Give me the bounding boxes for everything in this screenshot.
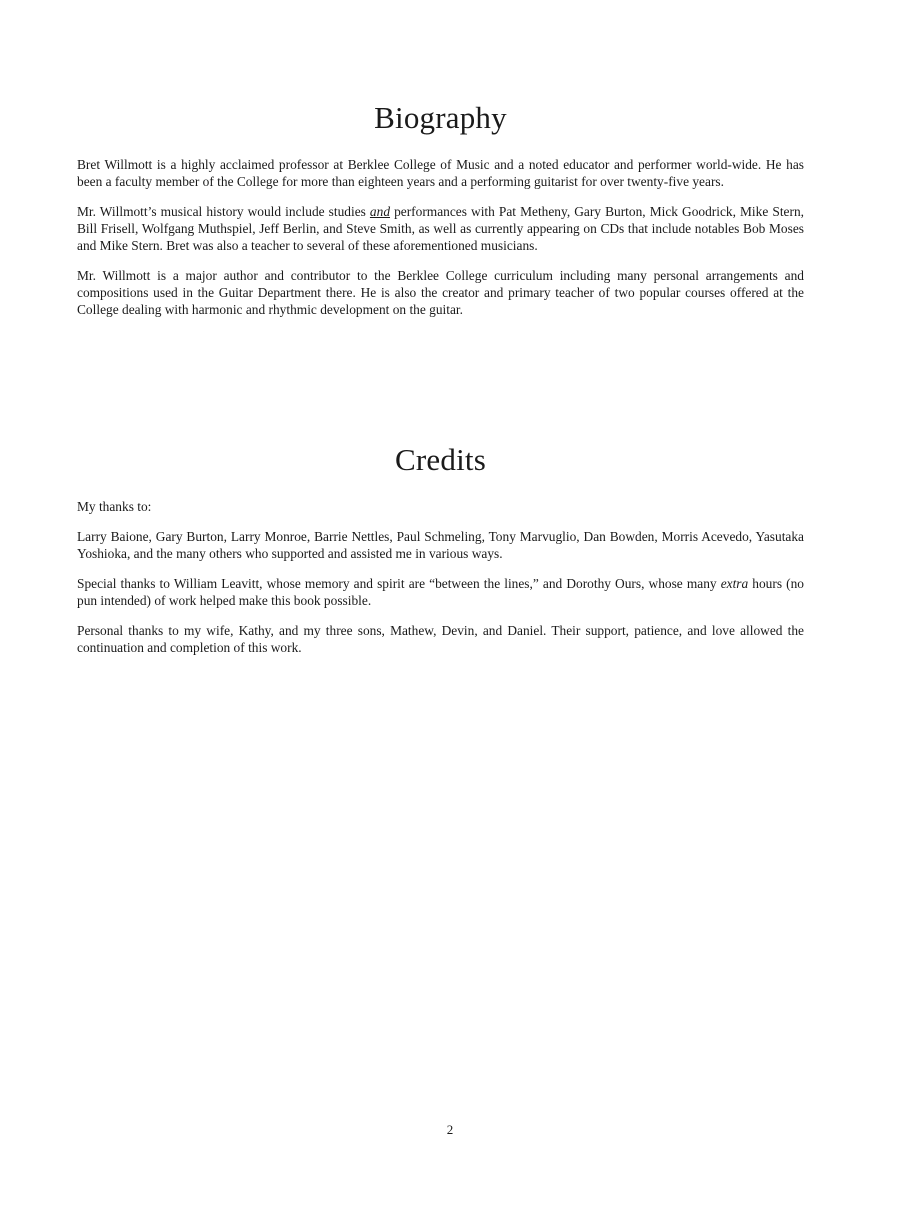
biography-section [77,98,804,331]
biography-paragraph-1: Bret Willmott is a highly acclaimed professor at Berklee College of Music and a noted educator and performer world-wide. He has been a faculty member of the College for more than eighteen years and a performing guitarist for over twenty-five years. [77,157,804,189]
page-number: 2 [446,1122,454,1137]
credits-section [77,440,804,669]
credits-paragraph-1: My thanks to: [77,499,152,514]
credits-paragraph-3-emphasis: extra [720,576,749,591]
credits-heading: Credits [395,442,486,477]
biography-paragraph-2-end: performances with Pat Metheny, Gary Burton, Mick Goodrick, Mike Stern, Bill Frisell, Wolfgang Muthspiel, Jeff Berlin, and Steve Smith, as well as currently appearing on CDs that include notables Bob Moses and Mike Stern. Bret was also a teacher to several of these aforementioned musicians. [77,204,804,253]
credits-paragraph-4: Personal thanks to my wife, Kathy, and my three sons, Mathew, Devin, and Daniel. Their support, patience, and love allowed the continuation and completion of this work. [77,623,804,655]
credits-paragraph-3-end: hours (no pun intended) of work helped make this book possible. [77,576,804,608]
credits-paragraph-3 [77,575,804,609]
biography-heading: Biography [374,100,507,135]
biography-paragraph-3: Mr. Willmott is a major author and contributor to the Berklee College curriculum including many personal arrangements and compositions used in the Guitar Department there. He is also the creator and primary teacher of two popular courses offered at the College dealing with harmonic and rhythmic development on the guitar. [77,268,804,317]
biography-paragraph-2 [77,203,804,254]
biography-paragraph-2-start: Mr. Willmott’s musical history would include studies [77,204,370,219]
credits-paragraph-3-start: Special thanks to William Leavitt, whose memory and spirit are “between the lines,” and Dorothy Ours, whose many [77,576,721,591]
credits-paragraph-2: Larry Baione, Gary Burton, Larry Monroe, Barrie Nettles, Paul Schmeling, Tony Marvuglio, Dan Bowden, Morris Acevedo, Yasutaka Yoshioka, and the many others who supported and assisted me in various ways. [77,529,804,561]
biography-paragraph-2-emphasis: and [369,204,391,219]
